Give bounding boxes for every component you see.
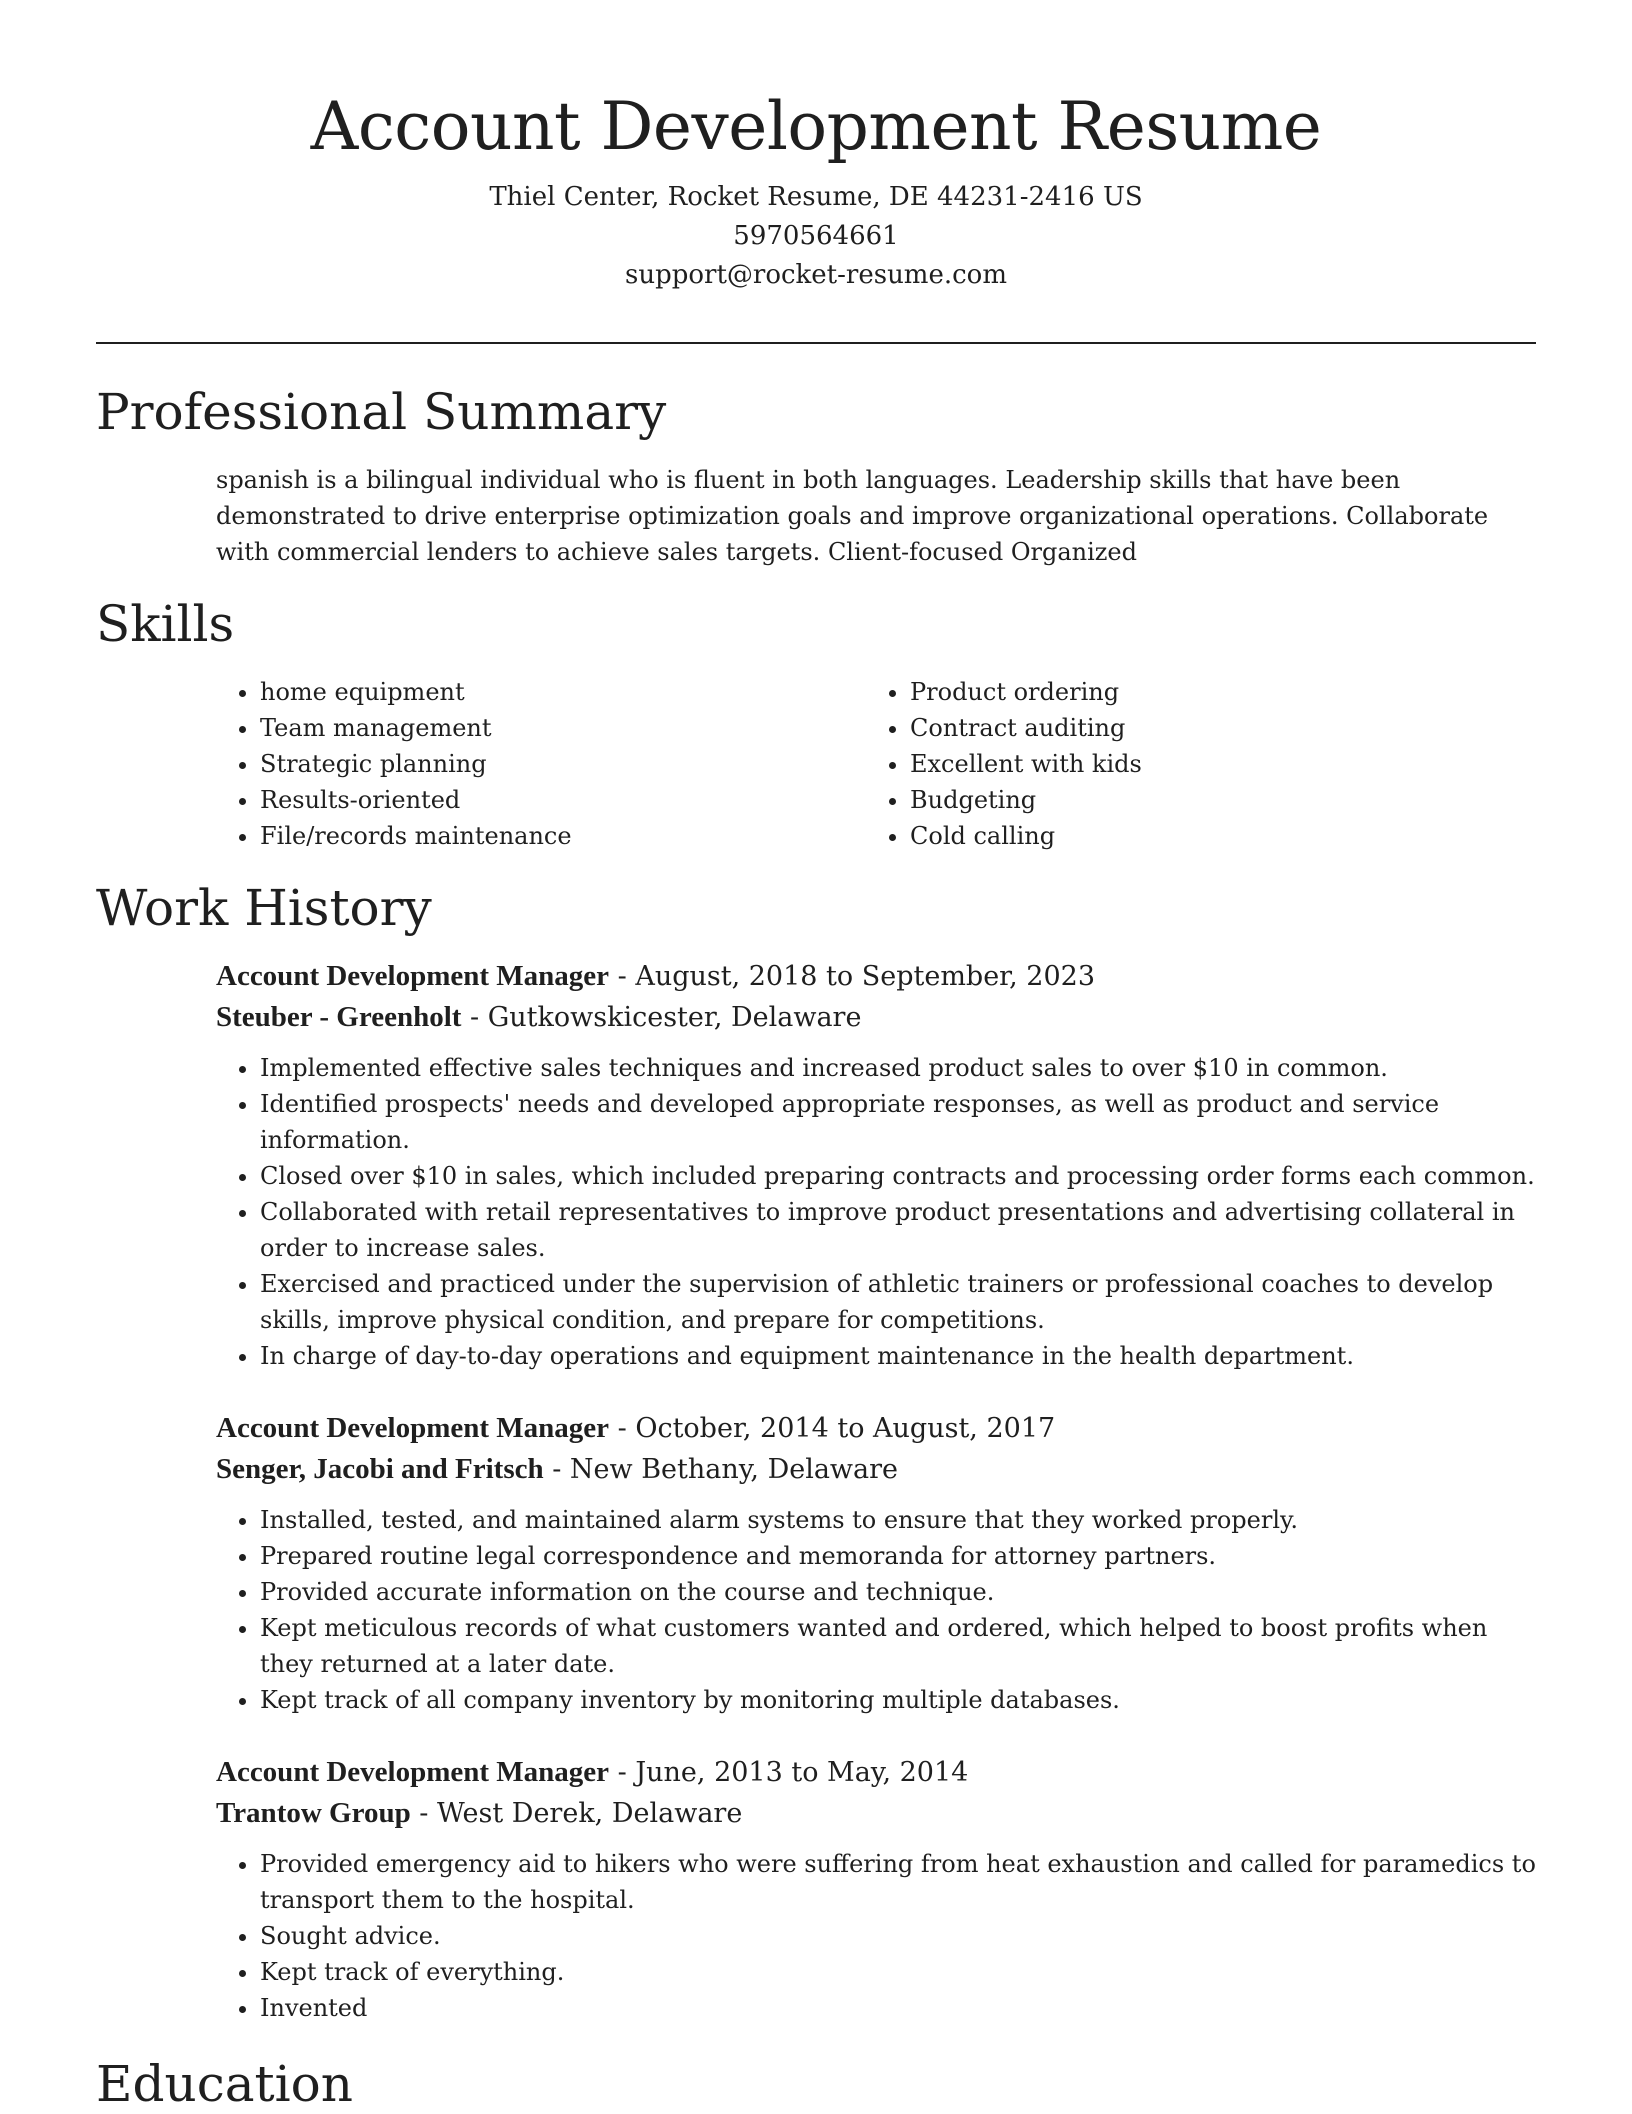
job-title: Account Development Manager: [216, 960, 610, 992]
skill-item: • Cold calling: [910, 818, 1516, 854]
skill-item: • Budgeting: [910, 782, 1516, 818]
job-title-line: [216, 956, 1536, 997]
job-bullets: [216, 1502, 1536, 1718]
job-company: Senger, Jacobi and Fritsch: [216, 1453, 544, 1485]
job-bullet: • Implemented effective sales techniques and increased product sales to over $10 in common.: [260, 1050, 1536, 1086]
job-bullet: • Exercised and practiced under the supervision of athletic trainers or professional coaches to develop skills, improve physical condition, and prepare for competitions.: [260, 1266, 1536, 1338]
job-bullet: • Provided emergency aid to hikers who were suffering from heat exhaustion and called for paramedics to transport them to the hospital.: [260, 1846, 1536, 1918]
job-title: Account Development Manager: [216, 1412, 610, 1444]
job-title-line: [216, 1752, 1536, 1793]
job-entry: [216, 956, 1536, 1374]
job-bullet: • Prepared routine legal correspondence and memoranda for attorney partners.: [260, 1538, 1536, 1574]
skill-item: • Results-oriented: [260, 782, 866, 818]
job-bullet: • Sought advice.: [260, 1918, 1536, 1954]
address-text: Thiel Center, Rocket Resume, DE 44231-2416 US: [489, 182, 1143, 212]
email-text: support@rocket-resume.com: [624, 260, 1007, 290]
job-bullet: • Kept track of everything.: [260, 1954, 1536, 1990]
contact-info: [0, 178, 1632, 295]
job-company-line: [216, 1449, 1536, 1490]
work-history-heading: Work History: [96, 879, 432, 937]
skills-column-left: [216, 674, 866, 854]
page-title: Account Development Resume: [310, 88, 1322, 165]
summary-heading: Professional Summary: [96, 383, 667, 441]
job-company: Steuber - Greenholt: [216, 1001, 462, 1033]
skill-item: • home equipment: [260, 674, 866, 710]
skills-list: [216, 674, 1516, 854]
skill-item: • Strategic planning: [260, 746, 866, 782]
job-bullet: • Invented: [260, 1990, 1536, 2026]
job-bullet: • Identified prospects' needs and developed appropriate responses, as well as product and service information.: [260, 1086, 1536, 1158]
job-bullet: • Kept track of all company inventory by monitoring multiple databases.: [260, 1682, 1536, 1718]
job-company-line: [216, 1793, 1536, 1834]
job-dates: - October, 2014 to August, 2017: [609, 1413, 1056, 1444]
header-divider: [96, 342, 1536, 344]
job-dates: - August, 2018 to September, 2023: [609, 961, 1096, 992]
skill-item: • Excellent with kids: [910, 746, 1516, 782]
job-dates: - June, 2013 to May, 2014: [609, 1757, 969, 1788]
job-bullets: [216, 1050, 1536, 1374]
job-company: Trantow Group: [216, 1797, 411, 1829]
job-bullet: • Installed, tested, and maintained alarm systems to ensure that they worked properly.: [260, 1502, 1536, 1538]
job-bullet: • In charge of day-to-day operations and equipment maintenance in the health department.: [260, 1338, 1536, 1374]
job-location: - New Bethany, Delaware: [543, 1454, 899, 1485]
job-location: - West Derek, Delaware: [410, 1798, 743, 1829]
job-bullet: • Collaborated with retail representatives to improve product presentations and advertising collateral in order to increase sales.: [260, 1194, 1536, 1266]
job-bullet: • Closed over $10 in sales, which included preparing contracts and processing order forms each common.: [260, 1158, 1536, 1194]
job-title-line: [216, 1408, 1536, 1449]
job-bullet: • Kept meticulous records of what customers wanted and ordered, which helped to boost profits when they returned at a later date.: [260, 1610, 1536, 1682]
job-location: - Gutkowskicester, Delaware: [461, 1002, 862, 1033]
skill-item: • Contract auditing: [910, 710, 1516, 746]
skill-item: • Product ordering: [910, 674, 1516, 710]
job-bullets: [216, 1846, 1536, 2026]
job-company-line: [216, 997, 1536, 1038]
summary-text: spanish is a bilingual individual who is fluent in both languages. Leadership skills that have been demonstrated to drive enterprise optimization goals and improve organizational operations. Collaborate with commercial lenders to achieve sales targets. Client-focused Organized: [216, 466, 1489, 566]
education-heading: Education: [96, 2055, 353, 2113]
skill-item: • Team management: [260, 710, 866, 746]
skill-item: • File/records maintenance: [260, 818, 866, 854]
job-entry: [216, 1752, 1536, 2026]
resume-header: [0, 0, 1632, 295]
skills-column-right: [866, 674, 1516, 854]
job-title: Account Development Manager: [216, 1756, 610, 1788]
phone-text: 5970564661: [733, 221, 899, 251]
job-entry: [216, 1408, 1536, 1718]
skills-heading: Skills: [96, 595, 235, 653]
job-bullet: • Provided accurate information on the course and technique.: [260, 1574, 1536, 1610]
